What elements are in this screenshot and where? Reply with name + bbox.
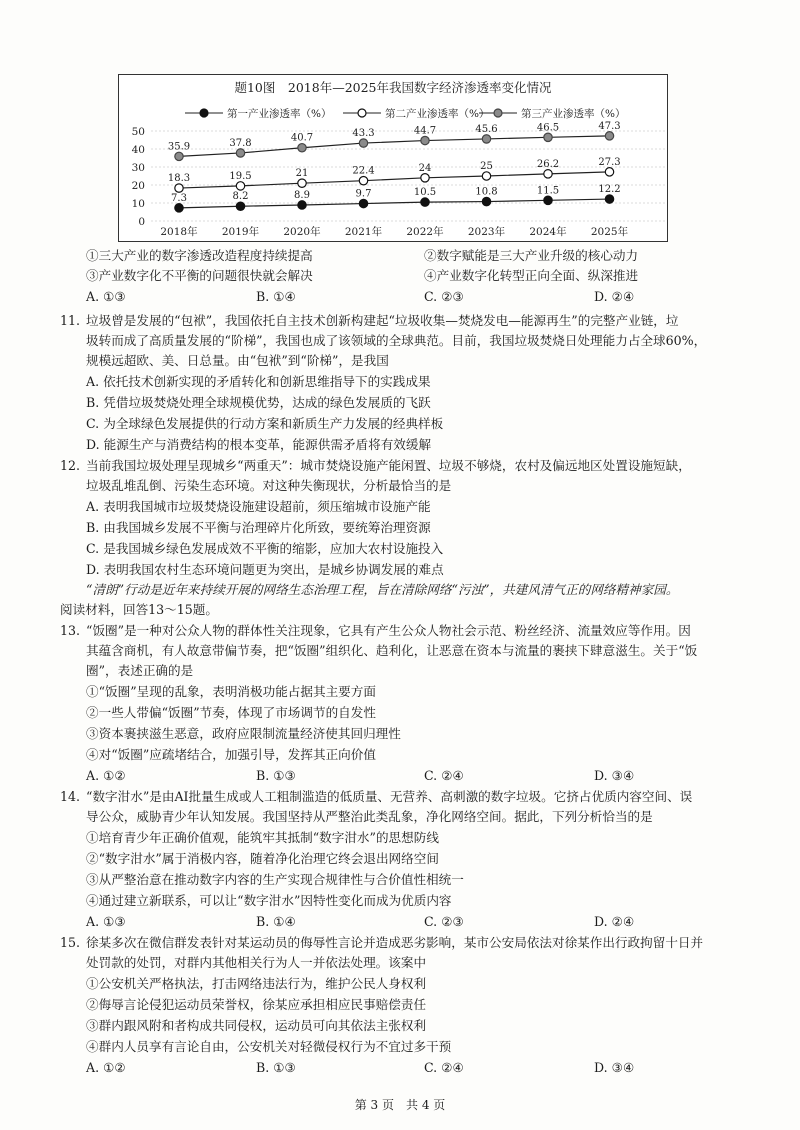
q11-option-b[interactable]: B. 凭借垃圾焚烧处理全球规模优势，达成的绿色发展质的飞跃 bbox=[86, 395, 431, 410]
q15-stem-line-1: 徐某多次在微信群发表针对某运动员的侮辱性言论并造成恶劣影响，某市公安局依法对徐某作出行政拘留十日并 bbox=[86, 935, 704, 950]
q10-stmt-1: ①三大产业的数字渗透改造程度持续提高 bbox=[86, 248, 313, 263]
q13-choice-a[interactable]: A. ①② bbox=[86, 768, 126, 783]
q13-choice-b[interactable]: B. ①③ bbox=[256, 768, 296, 783]
q12-option-b[interactable]: B. 由我国城乡发展不平衡与治理碎片化所致，要统筹治理资源 bbox=[86, 520, 431, 535]
q10-choice-b[interactable]: B. ①④ bbox=[256, 289, 296, 304]
legend-label-1: 第一产业渗透率（%） bbox=[227, 108, 332, 120]
data-point bbox=[359, 176, 367, 184]
q10-stmt-2: ②数字赋能是三大产业升级的核心动力 bbox=[424, 248, 639, 263]
q13-stmt-3: ③资本裹挟滋生恶意，政府应限制流量经济使其回归理性 bbox=[86, 726, 401, 741]
q10-stmt-3: ③产业数字化不平衡的问题很快就会解决 bbox=[86, 268, 313, 283]
legend-label-2: 第二产业渗透率（%） bbox=[385, 108, 490, 120]
q14-stem-line-2: 导公众，威胁青少年认知发展。我国坚持从严整治此类乱象，净化网络空间。据此，下列分析恰当的是 bbox=[86, 809, 653, 824]
data-point bbox=[298, 201, 306, 209]
q15-stmt-2: ②侮辱言论侵犯运动员荣誉权，徐某应承担相应民事赔偿责任 bbox=[86, 997, 427, 1012]
q14-choice-c[interactable]: C. ②③ bbox=[424, 914, 464, 929]
q12-stem-line-2: 垃圾乱堆乱倒、污染生态环境。对这种失衡现状，分析最恰当的是 bbox=[86, 478, 452, 493]
q15-choice-d[interactable]: D. ③④ bbox=[594, 1060, 635, 1075]
data-label: 46.5 bbox=[536, 122, 560, 134]
reading-intro-line-2: 阅读材料，回答13～15题。 bbox=[60, 602, 218, 617]
data-point bbox=[482, 197, 490, 205]
y-tick-label: 10 bbox=[131, 198, 145, 210]
line-chart bbox=[119, 75, 667, 241]
q14-stmt-2: ②“数字泔水”属于消极内容，随着净化治理它终会退出网络空间 bbox=[86, 851, 439, 866]
x-tick-label: 2018年 bbox=[160, 226, 198, 238]
q15-choice-b[interactable]: B. ①③ bbox=[256, 1060, 296, 1075]
q13-number: 13. bbox=[60, 623, 81, 638]
data-label: 40.7 bbox=[290, 132, 314, 144]
data-label: 22.4 bbox=[352, 165, 375, 177]
q15-choice-a[interactable]: A. ①② bbox=[86, 1060, 126, 1075]
legend-marker-3 bbox=[494, 109, 502, 117]
y-tick-label: 30 bbox=[131, 162, 145, 174]
q15-stmt-3: ③群内跟风附和者构成共同侵权，运动员可向其依法主张权利 bbox=[86, 1018, 427, 1033]
data-label: 43.3 bbox=[352, 128, 375, 140]
q10-stmt-4: ④产业数字化转型正向全面、纵深推进 bbox=[424, 268, 639, 283]
data-point bbox=[544, 133, 552, 141]
q13-choice-c[interactable]: C. ②④ bbox=[424, 768, 464, 783]
data-label: 37.8 bbox=[229, 137, 252, 149]
q12-option-d[interactable]: D. 表明我国农村生态环境问题更为突出，是城乡协调发展的难点 bbox=[86, 562, 444, 577]
data-point bbox=[421, 198, 429, 206]
data-label: 44.7 bbox=[413, 125, 437, 137]
x-tick-label: 2025年 bbox=[590, 226, 629, 238]
q11-stem-line-3: 规模远超欧、美、日总量。由“包袱”到“阶梯”，是我国 bbox=[86, 353, 389, 368]
x-tick-label: 2021年 bbox=[344, 226, 383, 238]
q12-option-c[interactable]: C. 是我国城乡绿色发展成效不平衡的缩影，应加大农村设施投入 bbox=[86, 541, 444, 556]
legend-label-3: 第三产业渗透率（%） bbox=[521, 108, 626, 120]
q15-number: 15. bbox=[60, 935, 81, 950]
data-point bbox=[298, 179, 306, 187]
data-point bbox=[175, 204, 183, 212]
q11-stem-line-2: 圾转而成了高质量发展的“阶梯”，我国也成了该领域的全球典范。目前，我国垃圾焚烧日处理能力占全球60%， bbox=[86, 333, 707, 348]
reading-intro-line-1: “清朗”行动是近年来持续开展的网络生态治理工程，旨在清除网络“污浊”，共建风清气正的网络精神家园。 bbox=[86, 582, 679, 597]
data-label: 10.5 bbox=[413, 187, 437, 199]
x-tick-label: 2019年 bbox=[221, 226, 260, 238]
q13-stmt-2: ②一些人带偏“饭圈”节奏，体现了市场调节的自发性 bbox=[86, 705, 376, 720]
data-point bbox=[482, 172, 490, 180]
q12-number: 12. bbox=[60, 458, 81, 473]
x-tick-label: 2023年 bbox=[467, 226, 506, 238]
data-label: 9.7 bbox=[355, 188, 372, 200]
data-label: 35.9 bbox=[167, 141, 191, 153]
data-label: 26.2 bbox=[536, 158, 560, 170]
q11-number: 11. bbox=[60, 313, 81, 328]
data-point bbox=[544, 196, 552, 204]
data-label: 18.3 bbox=[167, 173, 191, 185]
q11-option-d[interactable]: D. 能源生产与消费结构的根本变革，能源供需矛盾将有效缓解 bbox=[86, 437, 432, 452]
q14-choice-b[interactable]: B. ①④ bbox=[256, 914, 296, 929]
data-point bbox=[236, 202, 244, 210]
page-footer: 第 3 页 共 4 页 bbox=[354, 1098, 446, 1112]
data-label: 7.3 bbox=[171, 192, 187, 204]
data-label: 10.8 bbox=[475, 186, 498, 198]
data-point bbox=[236, 149, 244, 157]
data-label: 25 bbox=[480, 161, 493, 172]
data-point bbox=[175, 152, 183, 160]
q14-stmt-1: ①培育青少年正确价值观，能筑牢其抵制“数字泔水”的思想防线 bbox=[86, 830, 439, 845]
data-label: 12.2 bbox=[598, 184, 621, 196]
q10-choice-c[interactable]: C. ②③ bbox=[424, 289, 464, 304]
data-label: 47.3 bbox=[598, 120, 621, 132]
x-tick-label: 2022年 bbox=[406, 226, 444, 238]
q15-stem-line-2: 处罚款的处罚，对群内其他相关行为人一并依法处理。该案中 bbox=[86, 955, 427, 970]
q14-choice-d[interactable]: D. ②④ bbox=[594, 914, 635, 929]
q13-stem-line-1: “饭圈”是一种对公众人物的群体性关注现象，它具有产生公众人物社会示范、粉丝经济、流量效应等作用。因 bbox=[86, 623, 691, 638]
data-point bbox=[359, 199, 367, 207]
q13-stmt-4: ④对“饭圈”应疏堵结合，加强引导，发挥其正向价值 bbox=[86, 747, 376, 762]
y-tick-label: 50 bbox=[131, 126, 145, 138]
q12-option-a[interactable]: A. 表明我国城市垃圾焚烧设施建设超前，须压缩城市设施产能 bbox=[86, 499, 431, 514]
legend-marker-2 bbox=[358, 109, 366, 117]
data-label: 8.2 bbox=[232, 191, 249, 203]
x-tick-label: 2024年 bbox=[529, 226, 567, 238]
data-point bbox=[175, 184, 183, 192]
q14-stmt-3: ③从严整治意在推动数字内容的生产实现合规律性与合价值性相统一 bbox=[86, 872, 464, 887]
data-point bbox=[544, 170, 552, 178]
data-point bbox=[421, 174, 429, 182]
q15-stmt-4: ④群内人员享有言论自由，公安机关对轻微侵权行为不宜过多干预 bbox=[86, 1039, 452, 1054]
y-tick-label: 20 bbox=[131, 180, 145, 192]
x-tick-label: 2020年 bbox=[283, 226, 321, 238]
q13-stem-line-2: 其蕴含商机，有人故意带偏节奏，把“饭圈”组织化、趋利化，让恶意在资本与流量的裹挟下肆意滋生。关于“饭 bbox=[86, 643, 698, 658]
data-point bbox=[482, 135, 490, 143]
q11-option-c[interactable]: C. 为全球绿色发展提供的行动方案和新质生产力发展的经典样板 bbox=[86, 416, 444, 431]
q14-stem-line-1: “数字泔水”是由AI批量生成或人工粗制滥造的低质量、无营养、高刺激的数字垃圾。它挤占优质内容空间、误 bbox=[86, 789, 693, 804]
data-label: 21 bbox=[295, 168, 309, 180]
q14-number: 14. bbox=[60, 789, 81, 804]
q11-option-a[interactable]: A. 依托技术创新实现的矛盾转化和创新思维指导下的实践成果 bbox=[86, 374, 431, 389]
data-label: 27.3 bbox=[598, 156, 621, 168]
legend-marker-1 bbox=[200, 109, 208, 117]
chart-figure bbox=[118, 74, 668, 242]
data-label: 11.5 bbox=[536, 185, 560, 197]
q10-choice-d[interactable]: D. ②④ bbox=[594, 289, 635, 304]
data-point bbox=[421, 136, 429, 144]
q12-stem-line-1: 当前我国垃圾处理呈现城乡“两重天”：城市焚烧设施产能闲置、垃圾不够烧，农村及偏远地区处置设施短缺， bbox=[86, 458, 691, 473]
q13-stmt-1: ①“饭圈”呈现的乱象，表明消极功能占据其主要方面 bbox=[86, 684, 376, 699]
q15-stmt-1: ①公安机关严格执法，打击网络违法行为，维护公民人身权利 bbox=[86, 976, 427, 991]
q15-choice-c[interactable]: C. ②④ bbox=[424, 1060, 464, 1075]
y-tick-label: 40 bbox=[131, 144, 145, 156]
data-label: 19.5 bbox=[229, 170, 252, 182]
data-label: 24 bbox=[418, 162, 432, 174]
data-label: 8.9 bbox=[294, 189, 310, 201]
data-point bbox=[298, 144, 306, 152]
data-point bbox=[605, 195, 613, 203]
data-point bbox=[359, 139, 367, 147]
q14-choice-a[interactable]: A. ①③ bbox=[86, 914, 126, 929]
chart-title: 题10图 2018年—2025年我国数字经济渗透率变化情况 bbox=[234, 80, 552, 95]
q10-choice-a[interactable]: A. ①③ bbox=[86, 289, 126, 304]
q11-stem-line-1: 垃圾曾是发展的“包袱”，我国依托自主技术创新构建起“垃圾收集—焚烧发电—能源再生”的完整产业链，垃 bbox=[86, 313, 679, 328]
data-label: 45.6 bbox=[475, 123, 498, 135]
q14-stmt-4: ④通过建立新联系，可以让“数字泔水”因特性变化而成为优质内容 bbox=[86, 893, 452, 908]
q13-choice-d[interactable]: D. ③④ bbox=[594, 768, 635, 783]
q13-stem-line-3: 圈”，表述正确的是 bbox=[86, 663, 194, 678]
data-point bbox=[605, 132, 613, 140]
data-point bbox=[236, 182, 244, 190]
data-point bbox=[605, 168, 613, 176]
y-tick-label: 0 bbox=[138, 216, 145, 228]
